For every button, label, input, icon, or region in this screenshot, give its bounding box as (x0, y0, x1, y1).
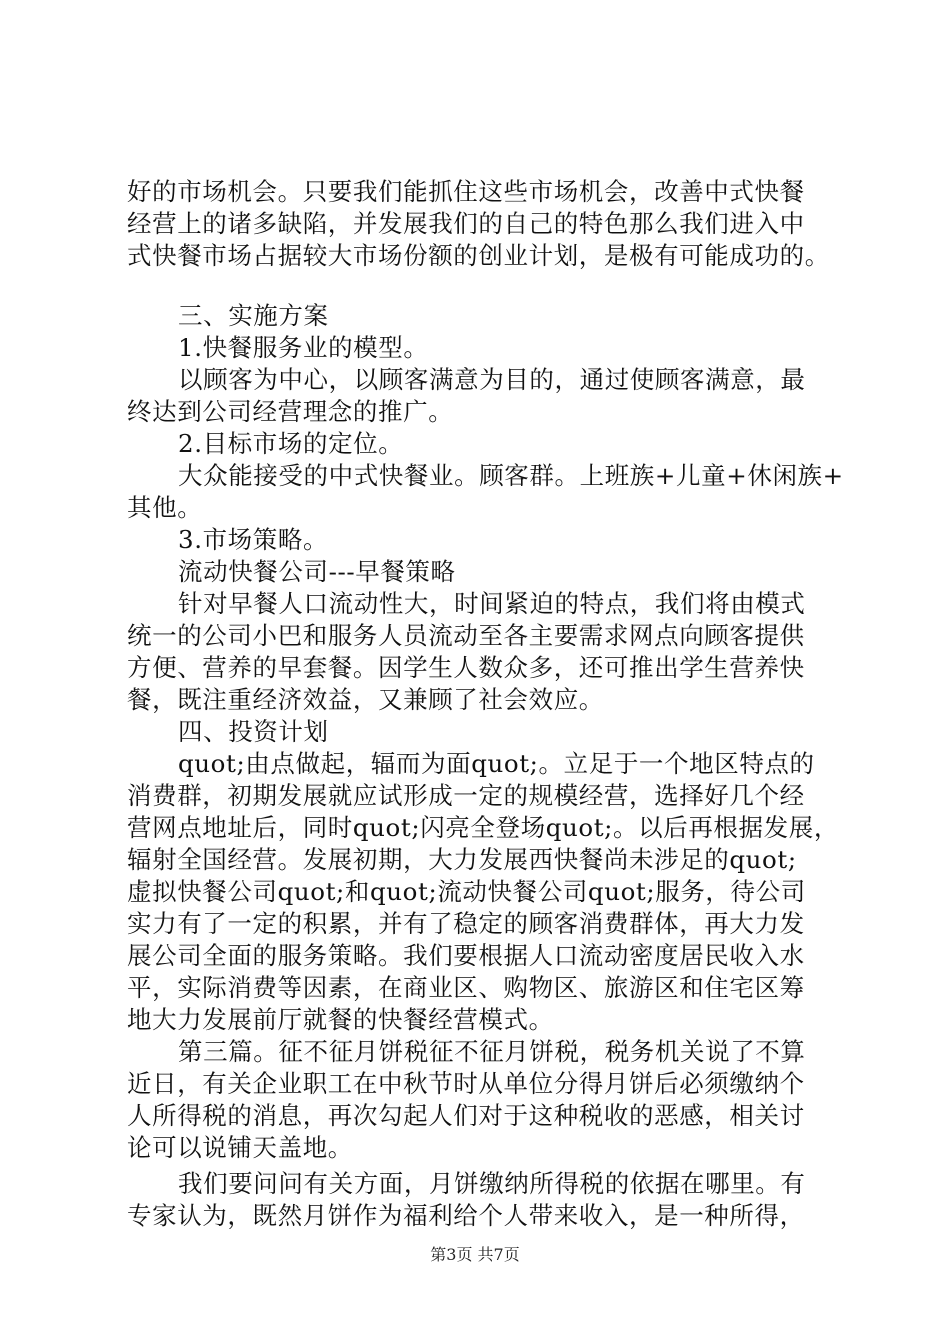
text-line: 针对早餐人口流动性大，时间紧迫的特点，我们将由模式 (178, 589, 806, 618)
text-line: 其他。 (127, 493, 203, 522)
text-line: 我们要问问有关方面，月饼缴纳所得税的依据在哪里。有 (178, 1169, 806, 1198)
text-line: 消费群，初期发展就应试形成一定的规模经营，选择好几个经 (127, 781, 805, 810)
subsection-heading: 3.市场策略。 (178, 525, 329, 554)
text-line: quot;由点做起，辐而为面quot;。立足于一个地区特点的 (178, 749, 815, 778)
text-line: 经营上的诸多缺陷，并发展我们的自己的特色那么我们进入中 (127, 209, 805, 238)
text-line: 统一的公司小巴和服务人员流动至各主要需求网点向顾客提供 (127, 621, 805, 650)
subsection-heading: 2.目标市场的定位。 (178, 429, 404, 458)
text-line: 终达到公司经营理念的推广。 (127, 397, 454, 426)
text-line: 辐射全国经营。发展初期，大力发展西快餐尚未涉足的quot; (127, 845, 797, 874)
section-heading: 四、投资计划 (178, 717, 329, 746)
text-line: 第三篇。征不征月饼税征不征月饼税，税务机关说了不算 (178, 1037, 806, 1066)
text-line: 专家认为，既然月饼作为福利给个人带来收入，是一种所得， (127, 1201, 805, 1230)
text-line: 以顾客为中心，以顾客满意为目的，通过使顾客满意，最 (178, 365, 806, 394)
text-line: 近日，有关企业职工在中秋节时从单位分得月饼后必须缴纳个 (127, 1069, 805, 1098)
text-line: 方便、营养的早套餐。因学生人数众多，还可推出学生营养快 (127, 653, 805, 682)
text-line: 好的市场机会。只要我们能抓住这些市场机会，改善中式快餐 (127, 177, 805, 206)
text-line: 式快餐市场占据较大市场份额的创业计划，是极有可能成功的。 (127, 241, 830, 270)
subsection-heading: 流动快餐公司---早餐策略 (178, 557, 456, 586)
text-line: 餐，既注重经济效益，又兼顾了社会效应。 (127, 685, 604, 714)
text-line: 虚拟快餐公司quot;和quot;流动快餐公司quot;服务，待公司 (127, 877, 806, 906)
page-footer: 第3页 共7页 (430, 1245, 520, 1264)
text-line: 论可以说铺天盖地。 (127, 1133, 353, 1162)
text-line: 营网点地址后，同时quot;闪亮全登场quot;。以后再根据发展， (127, 813, 839, 842)
text-line: 展公司全面的服务策略。我们要根据人口流动密度居民收入水 (127, 941, 805, 970)
text-line: 大众能接受的中式快餐业。顾客群。上班族+儿童+休闲族+ (178, 461, 844, 490)
section-heading: 三、实施方案 (178, 301, 329, 330)
text-line: 地大力发展前厅就餐的快餐经营模式。 (127, 1005, 554, 1034)
subsection-heading: 1.快餐服务业的模型。 (178, 333, 429, 362)
text-line: 实力有了一定的积累，并有了稳定的顾客消费群体，再大力发 (127, 909, 805, 938)
text-line: 人所得税的消息，再次勾起人们对于这种税收的恶感，相关讨 (127, 1101, 805, 1130)
text-line: 平，实际消费等因素，在商业区、购物区、旅游区和住宅区筹 (127, 973, 805, 1002)
